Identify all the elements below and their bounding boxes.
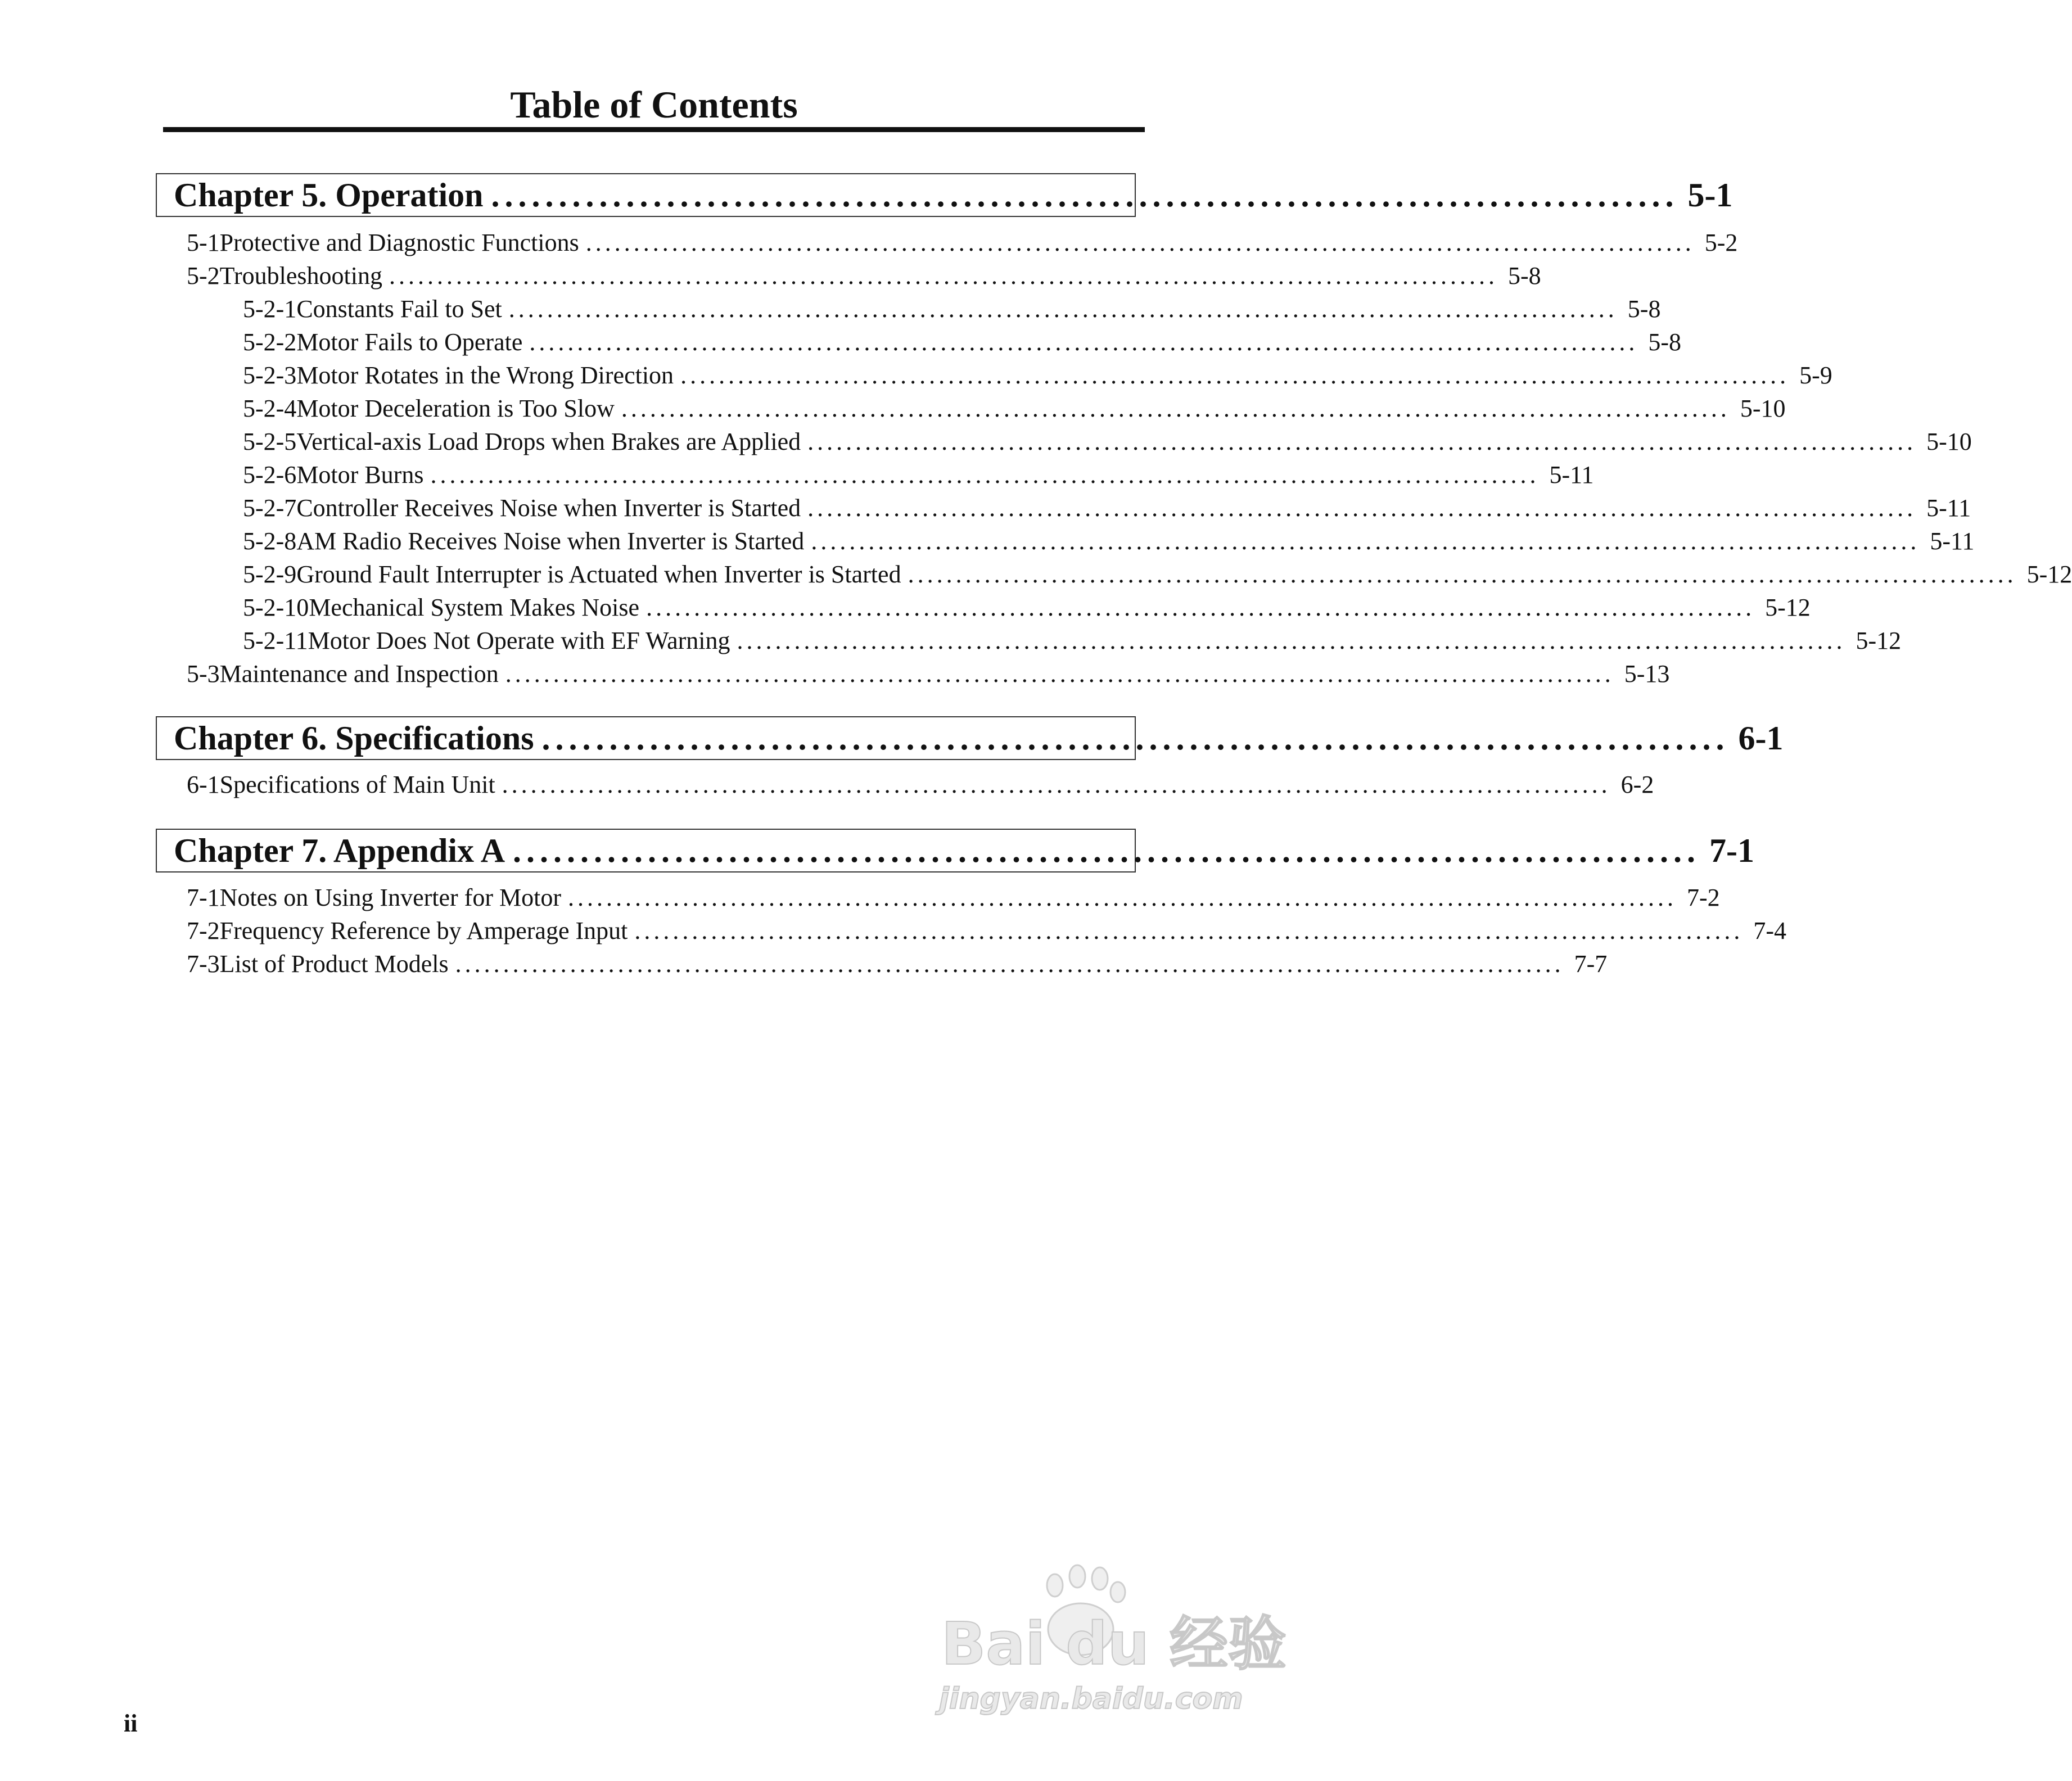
entry-page: 5-8 bbox=[1507, 262, 1541, 290]
toc-entry[interactable] bbox=[187, 226, 1738, 259]
dot-leader: .................................................................................................................... bbox=[737, 627, 1846, 654]
dot-leader: .................................................................................................................... bbox=[505, 660, 1614, 688]
entry-number: 7-3 bbox=[187, 950, 220, 978]
entry-title: Maintenance and Inspection bbox=[219, 660, 499, 688]
page-number: ii bbox=[124, 1710, 138, 1737]
entry-title: Protective and Diagnostic Functions bbox=[219, 229, 579, 256]
entry-title: AM Radio Receives Noise when Inverter is Started bbox=[296, 527, 805, 555]
entry-number: 5-2-3 bbox=[243, 361, 297, 389]
entry-page: 5-11 bbox=[1926, 494, 1971, 522]
entry-number: 5-3 bbox=[187, 660, 220, 688]
entry-page: 5-10 bbox=[1926, 428, 1972, 455]
dot-leader: .................................................................................................................... bbox=[646, 594, 1755, 621]
entry-page: 5-8 bbox=[1648, 328, 1682, 356]
entry-number: 5-2-8 bbox=[243, 527, 297, 555]
entry-title: Motor Fails to Operate bbox=[296, 328, 523, 356]
dot-leader: .................................................................................................................... bbox=[807, 428, 1917, 455]
chapter-page: 5-1 bbox=[1687, 176, 1733, 214]
dot-leader: .................................................................................................................... bbox=[807, 494, 1917, 522]
toc-entry[interactable] bbox=[187, 259, 1541, 292]
dot-leader: .................................................................................................................... bbox=[508, 295, 1618, 323]
toc-subentry[interactable] bbox=[187, 458, 1594, 491]
entry-title: Constants Fail to Set bbox=[296, 295, 502, 323]
watermark-brand: Bai du 经验 bbox=[941, 1610, 1286, 1678]
title-rule bbox=[163, 127, 1145, 132]
chapter-title: Chapter 6. Specifications bbox=[174, 719, 534, 757]
dot-leader: .................................................................................................................... bbox=[634, 917, 1744, 944]
entry-title: List of Product Models bbox=[219, 950, 449, 978]
dot-leader: .................................................................................................................... bbox=[502, 771, 1611, 798]
entry-page: 5-11 bbox=[1930, 527, 1975, 555]
dot-leader: .................................................................................................................... bbox=[621, 395, 1730, 422]
toc-subentry[interactable] bbox=[187, 591, 1811, 624]
toc-subentry[interactable] bbox=[187, 326, 1682, 359]
entry-number: 5-2-7 bbox=[243, 494, 297, 522]
entry-number: 7-2 bbox=[187, 917, 220, 944]
entry-title: Ground Fault Interrupter is Actuated when Inverter is Started bbox=[296, 560, 901, 588]
dot-leader: .................................................................................................................... bbox=[455, 950, 1564, 978]
entry-title: Motor Rotates in the Wrong Direction bbox=[296, 361, 674, 389]
entry-page: 6-2 bbox=[1620, 771, 1654, 798]
toc-subentry[interactable] bbox=[187, 558, 2072, 591]
chapter-heading-6[interactable] bbox=[156, 716, 1784, 760]
entry-title: Vertical-axis Load Drops when Brakes are Applied bbox=[296, 428, 801, 455]
entry-title: Motor Does Not Operate with EF Warning bbox=[308, 627, 730, 654]
entry-page: 5-12 bbox=[1765, 594, 1811, 621]
chapter-title: Chapter 7. Appendix A bbox=[174, 831, 505, 869]
entry-title: Motor Deceleration is Too Slow bbox=[296, 395, 615, 422]
toc-subentry[interactable] bbox=[187, 491, 1971, 525]
entry-number: 5-1 bbox=[187, 229, 220, 256]
entry-page: 5-13 bbox=[1624, 660, 1670, 688]
chapter-page: 6-1 bbox=[1738, 719, 1784, 757]
dot-leader: .................................................................................................................... bbox=[585, 229, 1695, 256]
entry-page: 7-2 bbox=[1686, 884, 1720, 911]
chapter-page: 7-1 bbox=[1709, 831, 1755, 869]
dot-leader: ........................................................................................ bbox=[541, 719, 1730, 757]
toc-subentry[interactable] bbox=[187, 392, 1786, 425]
entry-page: 5-9 bbox=[1799, 361, 1832, 389]
dot-leader: .................................................................................................................... bbox=[908, 560, 2017, 588]
page-title: Table of Contents bbox=[510, 83, 798, 126]
entry-page: 7-4 bbox=[1753, 917, 1787, 944]
dot-leader: .................................................................................................................... bbox=[430, 461, 1540, 489]
dot-leader: .................................................................................................................... bbox=[529, 328, 1638, 356]
entry-number: 6-1 bbox=[187, 771, 220, 798]
entry-number: 5-2-4 bbox=[243, 395, 297, 422]
entry-page: 5-2 bbox=[1704, 229, 1738, 256]
entry-title: Specifications of Main Unit bbox=[219, 771, 495, 798]
toc-entry[interactable] bbox=[187, 914, 1787, 947]
entry-number: 5-2-1 bbox=[243, 295, 297, 323]
entry-title: Notes on Using Inverter for Motor bbox=[219, 884, 561, 911]
dot-leader: .................................................................................................................... bbox=[567, 884, 1677, 911]
entry-number: 5-2-10 bbox=[243, 594, 309, 621]
entry-title: Troubleshooting bbox=[219, 262, 382, 290]
toc-entry[interactable] bbox=[187, 881, 1720, 914]
entry-page: 5-11 bbox=[1549, 461, 1594, 489]
watermark bbox=[933, 1563, 1286, 1732]
entry-title: Frequency Reference by Amperage Input bbox=[219, 917, 628, 944]
entry-page: 5-12 bbox=[2026, 560, 2072, 588]
entry-page: 7-7 bbox=[1574, 950, 1608, 978]
entry-title: Mechanical System Makes Noise bbox=[309, 594, 640, 621]
entry-number: 7-1 bbox=[187, 884, 220, 911]
dot-leader: .................................................................................................................... bbox=[389, 262, 1498, 290]
entry-number: 5-2-2 bbox=[243, 328, 297, 356]
toc-subentry[interactable] bbox=[187, 292, 1661, 326]
dot-leader: .................................................................................................................... bbox=[680, 361, 1790, 389]
entry-number: 5-2-9 bbox=[243, 560, 297, 588]
entry-page: 5-10 bbox=[1740, 395, 1786, 422]
chapter-heading-5[interactable] bbox=[156, 173, 1733, 217]
dot-leader: ........................................................................................ bbox=[513, 831, 1701, 869]
toc-subentry[interactable] bbox=[187, 525, 1975, 558]
dot-leader: .................................................................................................................... bbox=[811, 527, 1920, 555]
toc-entry[interactable] bbox=[187, 657, 1670, 690]
entry-number: 5-2-11 bbox=[243, 627, 308, 654]
entry-number: 5-2-5 bbox=[243, 428, 297, 455]
entry-number: 5-2-6 bbox=[243, 461, 297, 489]
entry-title: Motor Burns bbox=[296, 461, 424, 489]
entry-page: 5-8 bbox=[1627, 295, 1661, 323]
chapter-title: Chapter 5. Operation bbox=[174, 176, 484, 214]
watermark-url: jingyan.baidu.com bbox=[939, 1682, 1243, 1716]
toc-subentry[interactable] bbox=[187, 425, 1972, 458]
toc-subentry[interactable] bbox=[187, 624, 1902, 657]
chapter-heading-7[interactable] bbox=[156, 829, 1755, 873]
entry-number: 5-2 bbox=[187, 262, 220, 290]
entry-title: Controller Receives Noise when Inverter is Started bbox=[296, 494, 801, 522]
toc-subentry[interactable] bbox=[187, 359, 1832, 392]
toc-entry[interactable] bbox=[187, 768, 1654, 801]
toc-entry[interactable] bbox=[187, 947, 1608, 980]
dot-leader: ........................................................................................ bbox=[491, 176, 1679, 214]
entry-page: 5-12 bbox=[1856, 627, 1902, 654]
